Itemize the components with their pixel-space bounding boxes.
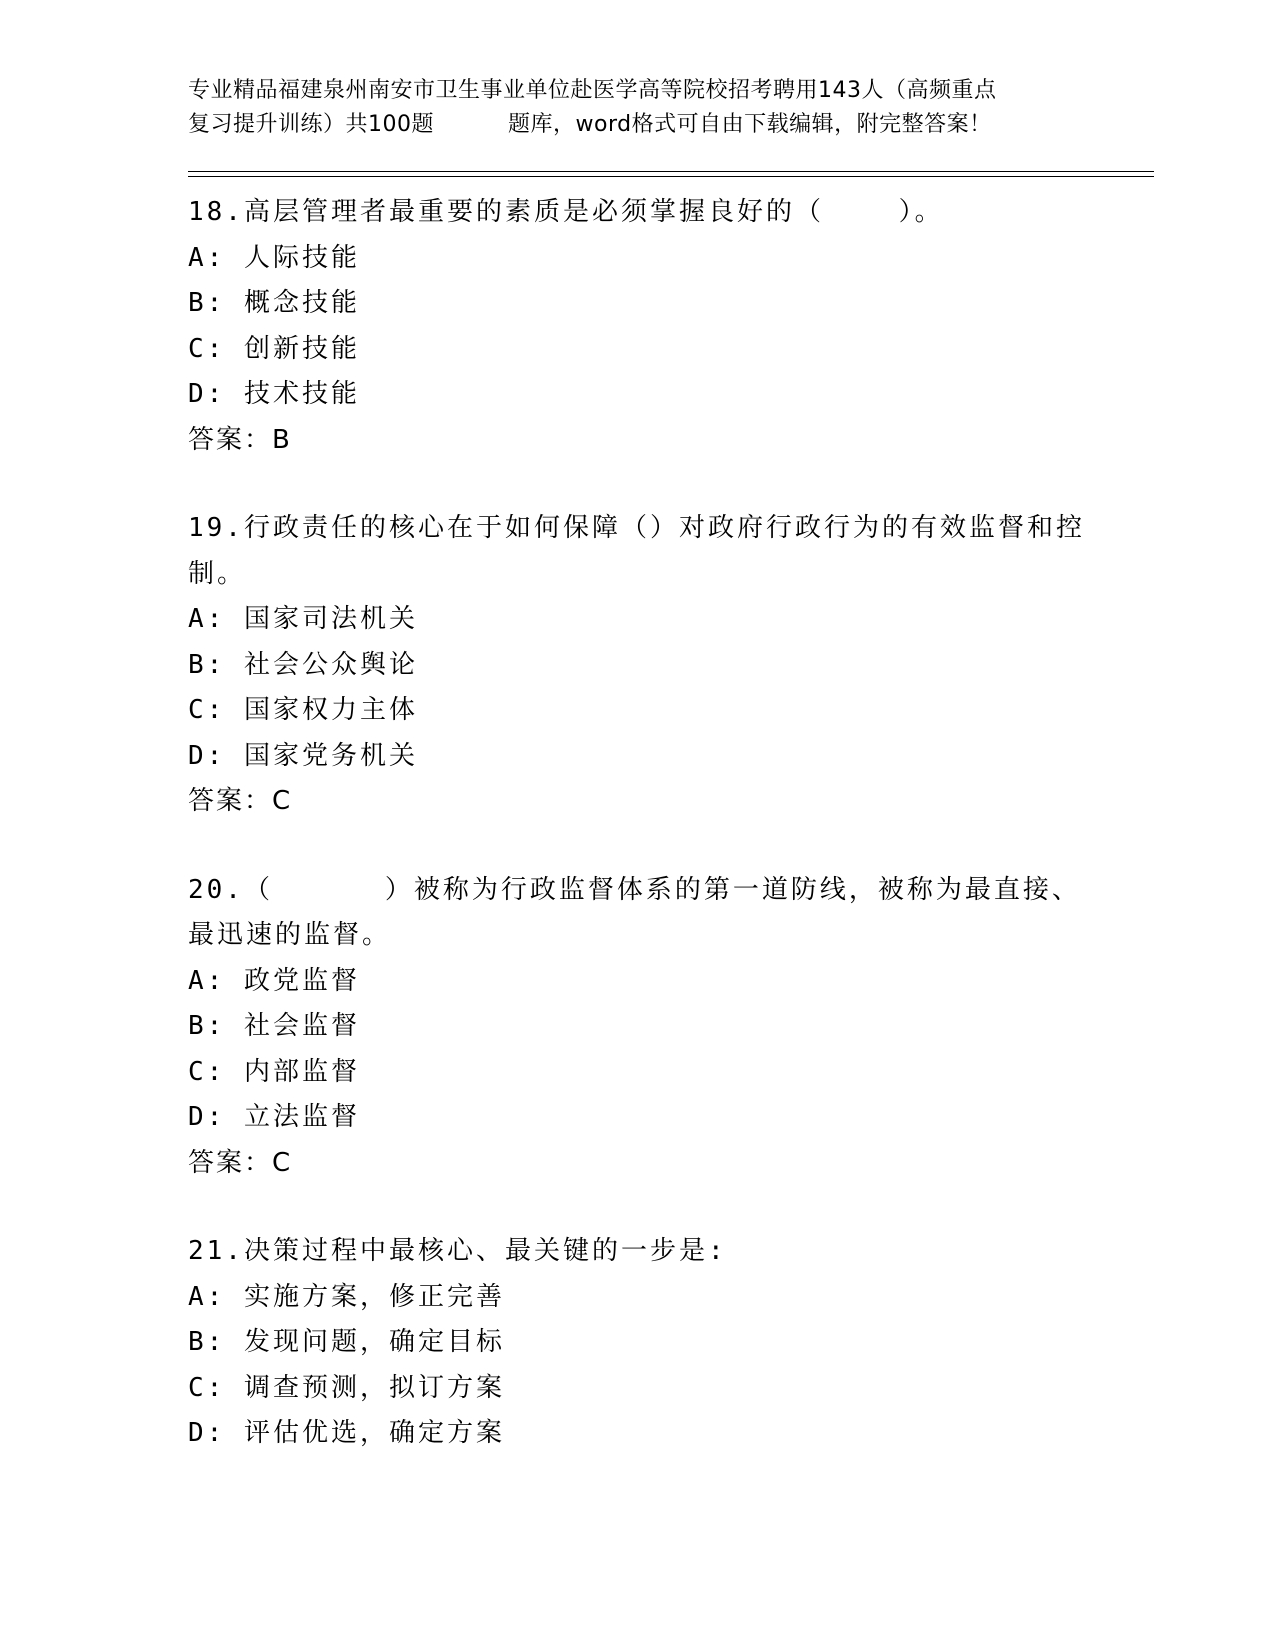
page-header bbox=[188, 74, 1088, 142]
question-text: 19.行政责任的核心在于如何保障（）对政府行政行为的有效监督和控制。 bbox=[188, 513, 1085, 589]
question-text: 20.（ ）被称为行政监督体系的第一道防线，被称为最直接、最迅速的监督。 bbox=[188, 874, 1081, 950]
header-line-2 bbox=[188, 108, 1088, 142]
question-text: 18.高层管理者最重要的素质是必须掌握良好的（ ）。 bbox=[188, 197, 944, 227]
option-d: D: 国家党务机关 bbox=[188, 740, 418, 771]
question-18 bbox=[188, 190, 1088, 463]
option-c: C: 调查预测，拟订方案 bbox=[188, 1372, 505, 1403]
option-c: C: 内部监督 bbox=[188, 1056, 360, 1087]
header-divider-bottom bbox=[188, 176, 1154, 177]
option-d: D: 评估优选，确定方案 bbox=[188, 1418, 505, 1448]
question-text: 21.决策过程中最核心、最关键的一步是: bbox=[188, 1236, 727, 1266]
header-line-1: 专业精品福建泉州南安市卫生事业单位赴医学高等院校招考聘用143人（高频重点 bbox=[188, 78, 997, 103]
header-divider-top bbox=[188, 171, 1154, 172]
question-20 bbox=[188, 868, 1088, 1187]
question-list bbox=[188, 190, 1088, 1500]
option-d: D: 技术技能 bbox=[188, 379, 360, 409]
option-a: A: 国家司法机关 bbox=[188, 604, 418, 634]
option-b: B: 发现问题，确定目标 bbox=[188, 1327, 505, 1357]
answer: 答案：B bbox=[188, 424, 292, 455]
option-a: A: 人际技能 bbox=[188, 242, 360, 273]
header-line-2-part-a: 复习提升训练）共100题 bbox=[188, 112, 434, 137]
option-b: B: 概念技能 bbox=[188, 288, 360, 318]
option-a: A: 实施方案，修正完善 bbox=[188, 1281, 505, 1312]
option-c: C: 创新技能 bbox=[188, 333, 360, 364]
answer: 答案：C bbox=[188, 1147, 293, 1178]
header-line-2-part-b: 题库，word格式可自由下载编辑，附完整答案！ bbox=[508, 112, 992, 137]
answer: 答案：C bbox=[188, 786, 293, 816]
question-21 bbox=[188, 1229, 1088, 1457]
option-b: B: 社会公众舆论 bbox=[188, 649, 418, 680]
option-c: C: 国家权力主体 bbox=[188, 695, 418, 725]
option-b: B: 社会监督 bbox=[188, 1011, 360, 1041]
option-a: A: 政党监督 bbox=[188, 965, 360, 996]
question-19 bbox=[188, 506, 1088, 825]
option-d: D: 立法监督 bbox=[188, 1102, 360, 1132]
